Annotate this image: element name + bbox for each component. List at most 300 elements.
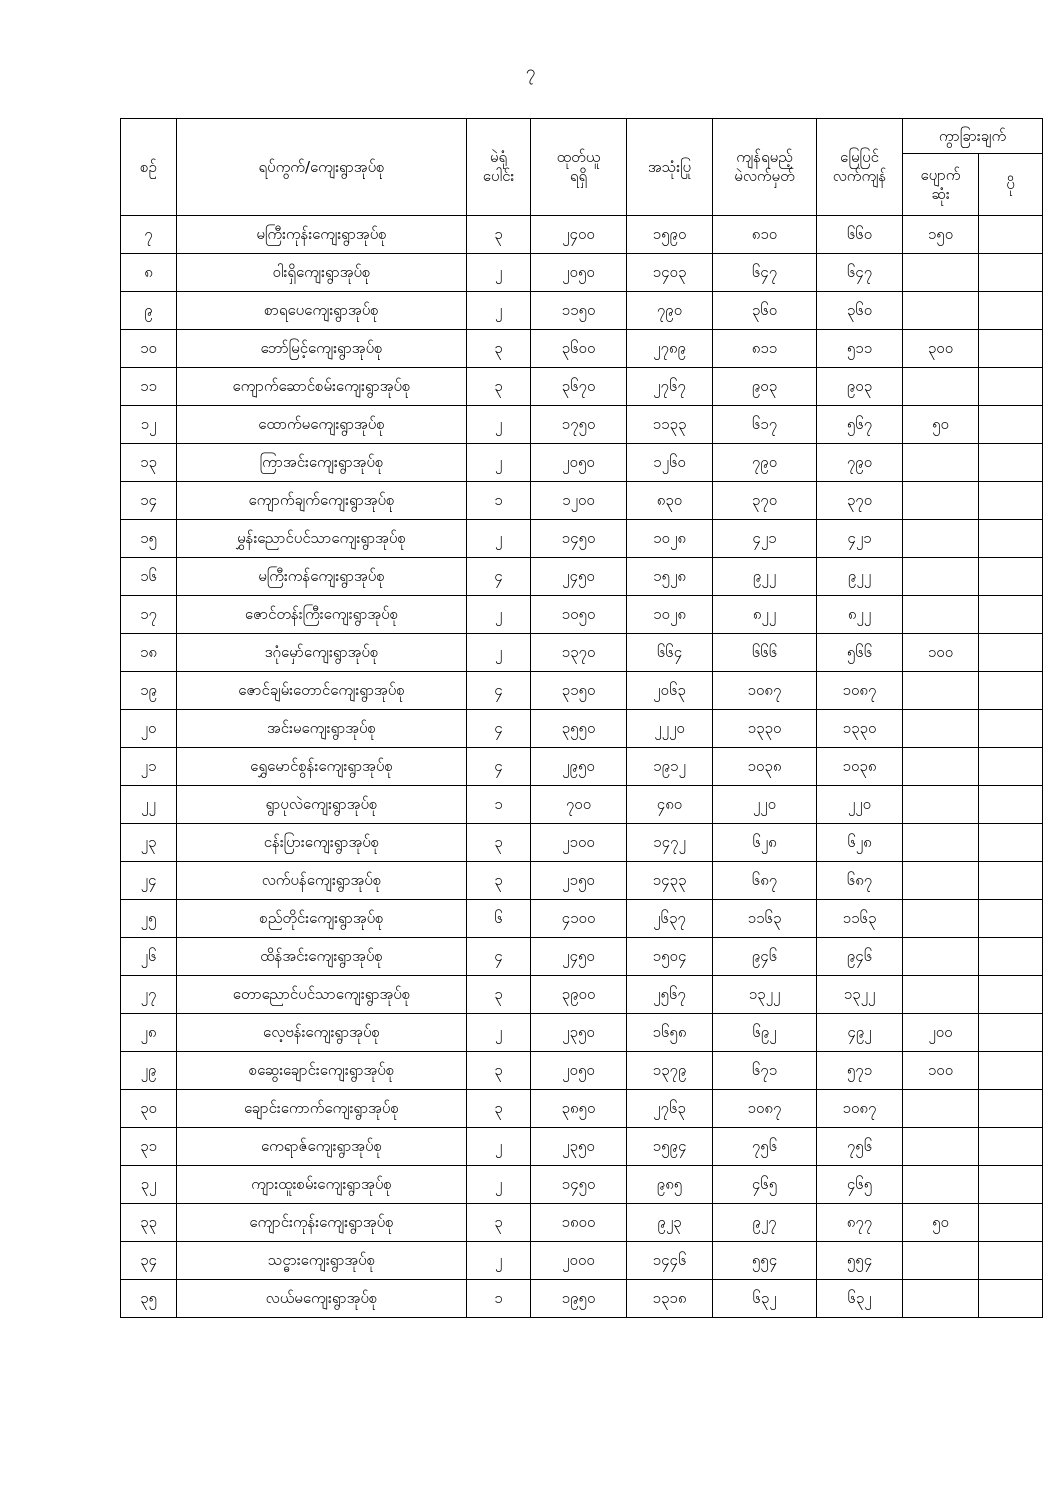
cell-valid: ၆၇၁ — [713, 1052, 817, 1090]
table-row — [121, 444, 1043, 482]
cell-village-name: ဝါးရှိကျေးရွာအုပ်စု — [177, 254, 467, 292]
table-row — [121, 1166, 1043, 1204]
cell-used: ၁၀၂၈ — [627, 520, 713, 558]
cell-no: ၁၉ — [121, 672, 177, 710]
header-remark-lost-line2: ဆုံး — [931, 184, 950, 203]
cell-issued: ၇၀၀ — [531, 786, 627, 824]
cell-remark-extra — [979, 520, 1043, 558]
cell-no: ၉ — [121, 292, 177, 330]
cell-remark-lost — [903, 1280, 979, 1318]
header-returned-line2: လက်ကျန် — [832, 167, 887, 185]
cell-returned: ၆၆၀ — [817, 216, 903, 254]
cell-used: ၁၅၂၈ — [627, 558, 713, 596]
cell-valid: ၇၅၆ — [713, 1128, 817, 1166]
cell-ward-total: ၂ — [467, 254, 531, 292]
cell-returned: ၄၉၂ — [817, 1014, 903, 1052]
table-row — [121, 672, 1043, 710]
table-row — [121, 216, 1043, 254]
cell-village-name: ချောင်းကောက်ကျေးရွာအုပ်စု — [177, 1090, 467, 1128]
cell-used: ၂၂၂၀ — [627, 710, 713, 748]
cell-no: ၁၁ — [121, 368, 177, 406]
cell-ward-total: ၁ — [467, 786, 531, 824]
cell-returned: ၈၂၂ — [817, 596, 903, 634]
cell-returned: ၅၆၇ — [817, 406, 903, 444]
cell-remark-extra — [979, 1052, 1043, 1090]
table-row — [121, 406, 1043, 444]
cell-issued: ၃၈၅၀ — [531, 1090, 627, 1128]
table-row — [121, 1242, 1043, 1280]
cell-used: ၁၅၉၀ — [627, 216, 713, 254]
cell-issued: ၂၄၅၀ — [531, 938, 627, 976]
cell-remark-extra — [979, 1014, 1043, 1052]
cell-issued: ၁၇၅၀ — [531, 406, 627, 444]
cell-returned: ၅၁၁ — [817, 330, 903, 368]
cell-remark-lost — [903, 1090, 979, 1128]
cell-no: ၁၀ — [121, 330, 177, 368]
cell-remark-extra — [979, 1204, 1043, 1242]
cell-returned: ၅၇၁ — [817, 1052, 903, 1090]
table-row — [121, 786, 1043, 824]
page-number: ၇ — [525, 62, 536, 82]
cell-no: ၃၅ — [121, 1280, 177, 1318]
cell-returned: ၆၈၇ — [817, 862, 903, 900]
cell-ward-total: ၂ — [467, 520, 531, 558]
table-row — [121, 368, 1043, 406]
cell-no: ၃၄ — [121, 1242, 177, 1280]
cell-village-name: ရွာပုလဲကျေးရွာအုပ်စု — [177, 786, 467, 824]
cell-issued: ၂၁၅၀ — [531, 862, 627, 900]
table-row — [121, 1052, 1043, 1090]
cell-valid: ၇၉၀ — [713, 444, 817, 482]
cell-no: ၂၁ — [121, 748, 177, 786]
table-container — [120, 118, 1015, 1318]
cell-valid: ၈၁၀ — [713, 216, 817, 254]
header-name: ရပ်ကွက်/ကျေးရွာအုပ်စု — [177, 119, 467, 216]
cell-remark-lost — [903, 368, 979, 406]
cell-remark-extra — [979, 748, 1043, 786]
cell-remark-extra — [979, 710, 1043, 748]
cell-remark-lost: ၃၀၀ — [903, 330, 979, 368]
table-row — [121, 1204, 1043, 1242]
cell-issued: ၂၀၅၀ — [531, 1052, 627, 1090]
cell-no: ၃၃ — [121, 1204, 177, 1242]
cell-remark-extra — [979, 482, 1043, 520]
cell-village-name: မကြီးကုန်းကျေးရွာအုပ်စု — [177, 216, 467, 254]
cell-no: ၂၅ — [121, 900, 177, 938]
cell-remark-extra — [979, 596, 1043, 634]
header-issued-line2: ရရှိ — [569, 167, 588, 185]
cell-valid: ၄၆၅ — [713, 1166, 817, 1204]
cell-remark-lost — [903, 482, 979, 520]
header-row-main — [121, 119, 1043, 154]
table-row — [121, 1014, 1043, 1052]
cell-used: ၁၅၀၄ — [627, 938, 713, 976]
cell-issued: ၁၃၇၀ — [531, 634, 627, 672]
cell-returned: ၄၂၁ — [817, 520, 903, 558]
table-row — [121, 596, 1043, 634]
cell-remark-extra — [979, 824, 1043, 862]
cell-village-name: လယ်မကျေးရွာအုပ်စု — [177, 1280, 467, 1318]
cell-remark-lost: ၁၀၀ — [903, 634, 979, 672]
cell-remark-lost — [903, 596, 979, 634]
cell-remark-extra — [979, 634, 1043, 672]
cell-no: ၂၈ — [121, 1014, 177, 1052]
table-row — [121, 748, 1043, 786]
cell-no: ၂၂ — [121, 786, 177, 824]
cell-valid: ၆၄၇ — [713, 254, 817, 292]
cell-ward-total: ၄ — [467, 558, 531, 596]
cell-valid: ၁၁၆၃ — [713, 900, 817, 938]
cell-used: ၆၆၄ — [627, 634, 713, 672]
cell-used: ၈၃၀ — [627, 482, 713, 520]
cell-remark-extra — [979, 1166, 1043, 1204]
cell-remark-lost — [903, 292, 979, 330]
cell-issued: ၁၁၅၀ — [531, 292, 627, 330]
cell-remark-lost — [903, 254, 979, 292]
cell-no: ၁၈ — [121, 634, 177, 672]
cell-issued: ၂၀၀၀ — [531, 1242, 627, 1280]
cell-valid: ၃၇၀ — [713, 482, 817, 520]
cell-used: ၁၄၃၃ — [627, 862, 713, 900]
cell-used: ၁၁၃၃ — [627, 406, 713, 444]
cell-valid: ၃၆၀ — [713, 292, 817, 330]
table-row — [121, 1090, 1043, 1128]
table-row — [121, 634, 1043, 672]
table-row — [121, 1128, 1043, 1166]
cell-remark-extra — [979, 1242, 1043, 1280]
cell-used: ၁၄၀၃ — [627, 254, 713, 292]
cell-remark-lost — [903, 824, 979, 862]
cell-valid: ၆၉၂ — [713, 1014, 817, 1052]
cell-ward-total: ၃ — [467, 1204, 531, 1242]
cell-remark-lost: ၅၀ — [903, 1204, 979, 1242]
cell-no: ၁၅ — [121, 520, 177, 558]
cell-used: ၂၆၃၇ — [627, 900, 713, 938]
cell-returned: ၉၀၃ — [817, 368, 903, 406]
cell-valid: ၉၂၇ — [713, 1204, 817, 1242]
cell-remark-extra — [979, 786, 1043, 824]
header-remark-extra: ပို — [979, 154, 1043, 216]
cell-used: ၂၅၆၇ — [627, 976, 713, 1014]
cell-returned: ၃၇၀ — [817, 482, 903, 520]
cell-ward-total: ၄ — [467, 938, 531, 976]
cell-returned: ၃၆၀ — [817, 292, 903, 330]
cell-returned: ၉၂၂ — [817, 558, 903, 596]
cell-village-name: အင်းမကျေးရွာအုပ်စု — [177, 710, 467, 748]
cell-used: ၉၈၅ — [627, 1166, 713, 1204]
cell-no: ၈ — [121, 254, 177, 292]
cell-remark-extra — [979, 444, 1043, 482]
cell-no: ၂၉ — [121, 1052, 177, 1090]
cell-ward-total: ၂ — [467, 292, 531, 330]
table-body — [121, 216, 1043, 1318]
cell-village-name: ကျောင်းကုန်းကျေးရွာအုပ်စု — [177, 1204, 467, 1242]
table-row — [121, 254, 1043, 292]
cell-used: ၁၄၇၂ — [627, 824, 713, 862]
cell-returned: ၁၀၈၇ — [817, 672, 903, 710]
cell-issued: ၃၁၅၀ — [531, 672, 627, 710]
cell-issued: ၂၃၅၀ — [531, 1128, 627, 1166]
table-row — [121, 900, 1043, 938]
table-header — [121, 119, 1043, 216]
cell-used: ၁၀၂၈ — [627, 596, 713, 634]
cell-used: ၄၈၀ — [627, 786, 713, 824]
cell-remark-extra — [979, 1128, 1043, 1166]
cell-used: ၇၉၀ — [627, 292, 713, 330]
cell-village-name: ထောက်မကျေးရွာအုပ်စု — [177, 406, 467, 444]
cell-valid: ၆၂၈ — [713, 824, 817, 862]
cell-valid: ၉၂၂ — [713, 558, 817, 596]
cell-village-name: ထိန်အင်းကျေးရွာအုပ်စု — [177, 938, 467, 976]
cell-valid: ၁၃၂၂ — [713, 976, 817, 1014]
table-row — [121, 824, 1043, 862]
cell-issued: ၁၉၅၀ — [531, 1280, 627, 1318]
cell-village-name: စဆွေးချောင်းကျေးရွာအုပ်စု — [177, 1052, 467, 1090]
cell-valid: ၂၂၀ — [713, 786, 817, 824]
header-valid — [713, 119, 817, 216]
cell-no: ၁၃ — [121, 444, 177, 482]
cell-remark-extra — [979, 862, 1043, 900]
cell-no: ၂၆ — [121, 938, 177, 976]
header-ward-total-line2: ပေါင်း — [482, 167, 515, 185]
cell-valid: ၉၀၃ — [713, 368, 817, 406]
cell-remark-lost — [903, 520, 979, 558]
cell-remark-extra — [979, 368, 1043, 406]
cell-remark-lost — [903, 900, 979, 938]
cell-issued: ၁၂၀၀ — [531, 482, 627, 520]
cell-ward-total: ၂ — [467, 1128, 531, 1166]
cell-village-name: ဇောင်ချမ်းတောင်ကျေးရွာအုပ်စု — [177, 672, 467, 710]
cell-used: ၁၂၆၀ — [627, 444, 713, 482]
cell-valid: ၈၁၁ — [713, 330, 817, 368]
cell-ward-total: ၆ — [467, 900, 531, 938]
cell-remark-lost — [903, 1128, 979, 1166]
cell-village-name: စာရပေကျေးရွာအုပ်စု — [177, 292, 467, 330]
cell-ward-total: ၂ — [467, 1014, 531, 1052]
cell-remark-extra — [979, 292, 1043, 330]
cell-village-name: ကျောက်ဆောင်စမ်းကျေးရွာအုပ်စု — [177, 368, 467, 406]
header-issued-line1: ထုတ်ယူ — [556, 148, 601, 167]
cell-remark-lost: ၅၀ — [903, 406, 979, 444]
cell-remark-extra — [979, 900, 1043, 938]
cell-issued: ၂၀၅၀ — [531, 444, 627, 482]
cell-remark-lost — [903, 786, 979, 824]
cell-remark-lost — [903, 672, 979, 710]
cell-returned: ၈၇၇ — [817, 1204, 903, 1242]
header-valid-line2: မဲလက်မှတ် — [734, 167, 795, 185]
cell-village-name: ဘော်မြင့်ကျေးရွာအုပ်စု — [177, 330, 467, 368]
cell-returned: ၁၀၈၇ — [817, 1090, 903, 1128]
cell-returned: ၄၆၅ — [817, 1166, 903, 1204]
cell-returned: ၁၃၃၀ — [817, 710, 903, 748]
cell-returned: ၁၁၆၃ — [817, 900, 903, 938]
table-row — [121, 292, 1043, 330]
cell-issued: ၁၄၅၀ — [531, 520, 627, 558]
cell-remark-lost — [903, 710, 979, 748]
cell-village-name: ဒဂုံမှော်ကျေးရွာအုပ်စု — [177, 634, 467, 672]
cell-returned: ၁၀၃၈ — [817, 748, 903, 786]
cell-ward-total: ၄ — [467, 710, 531, 748]
cell-valid: ၈၂၂ — [713, 596, 817, 634]
cell-valid: ၉၄၆ — [713, 938, 817, 976]
cell-returned: ၆၄၇ — [817, 254, 903, 292]
header-returned — [817, 119, 903, 216]
cell-valid: ၅၅၄ — [713, 1242, 817, 1280]
cell-valid: ၁၀၃၈ — [713, 748, 817, 786]
cell-no: ၂၇ — [121, 976, 177, 1014]
cell-village-name: ကေရာဇ်ကျေးရွာအုပ်စု — [177, 1128, 467, 1166]
cell-returned: ၆၂၈ — [817, 824, 903, 862]
cell-no: ၁၂ — [121, 406, 177, 444]
table-row — [121, 482, 1043, 520]
cell-remark-extra — [979, 938, 1043, 976]
header-no: စဉ် — [121, 119, 177, 216]
cell-remark-extra — [979, 406, 1043, 444]
cell-village-name: မွှန်းညောင်ပင်သာကျေးရွာအုပ်စု — [177, 520, 467, 558]
table-row — [121, 558, 1043, 596]
cell-used: ၁၆၅၈ — [627, 1014, 713, 1052]
cell-issued: ၁၀၅၀ — [531, 596, 627, 634]
cell-used: ၁၃၁၈ — [627, 1280, 713, 1318]
cell-ward-total: ၂ — [467, 1242, 531, 1280]
cell-returned: ၁၃၂၂ — [817, 976, 903, 1014]
cell-village-name: လက်ပန်ကျေးရွာအုပ်စု — [177, 862, 467, 900]
cell-issued: ၃၆၀၀ — [531, 330, 627, 368]
cell-remark-extra — [979, 558, 1043, 596]
cell-used: ၉၂၃ — [627, 1204, 713, 1242]
cell-remark-lost — [903, 938, 979, 976]
cell-valid: ၁၃၃၀ — [713, 710, 817, 748]
cell-ward-total: ၃ — [467, 330, 531, 368]
cell-valid: ၆၆၆ — [713, 634, 817, 672]
cell-issued: ၃၉၀၀ — [531, 976, 627, 1014]
cell-issued: ၂၀၅၀ — [531, 254, 627, 292]
cell-used: ၂၇၈၉ — [627, 330, 713, 368]
cell-returned: ၂၂၀ — [817, 786, 903, 824]
cell-returned: ၇၅၆ — [817, 1128, 903, 1166]
table-row — [121, 330, 1043, 368]
cell-no: ၂၀ — [121, 710, 177, 748]
header-used: အသုံးပြု — [627, 119, 713, 216]
cell-remark-lost — [903, 1242, 979, 1280]
cell-ward-total: ၃ — [467, 976, 531, 1014]
cell-remark-lost — [903, 1166, 979, 1204]
cell-issued: ၂၄၅၀ — [531, 558, 627, 596]
cell-remark-extra — [979, 254, 1043, 292]
cell-remark-extra — [979, 330, 1043, 368]
cell-ward-total: ၁ — [467, 1280, 531, 1318]
cell-issued: ၂၃၅၀ — [531, 1014, 627, 1052]
table-row — [121, 938, 1043, 976]
cell-issued: ၁၄၅၀ — [531, 1166, 627, 1204]
header-remark: ကွာခြားချက် — [903, 119, 1043, 154]
cell-valid: ၆၃၂ — [713, 1280, 817, 1318]
cell-used: ၂၇၆၇ — [627, 368, 713, 406]
cell-issued: ၁၈၀၀ — [531, 1204, 627, 1242]
cell-valid: ၁၀၈၇ — [713, 672, 817, 710]
cell-valid: ၆၁၇ — [713, 406, 817, 444]
cell-no: ၁၇ — [121, 596, 177, 634]
header-issued — [531, 119, 627, 216]
cell-remark-extra — [979, 1090, 1043, 1128]
cell-issued: ၄၁၀၀ — [531, 900, 627, 938]
cell-used: ၁၅၉၄ — [627, 1128, 713, 1166]
cell-ward-total: ၃ — [467, 1090, 531, 1128]
cell-issued: ၃၆၇၀ — [531, 368, 627, 406]
header-remark-lost — [903, 154, 979, 216]
cell-no: ၂၃ — [121, 824, 177, 862]
cell-valid: ၁၀၈၇ — [713, 1090, 817, 1128]
cell-remark-extra — [979, 976, 1043, 1014]
table-row — [121, 862, 1043, 900]
cell-no: ၃၁ — [121, 1128, 177, 1166]
cell-ward-total: ၂ — [467, 444, 531, 482]
cell-issued: ၂၉၅၀ — [531, 748, 627, 786]
cell-issued: ၃၅၅၀ — [531, 710, 627, 748]
cell-no: ၃၀ — [121, 1090, 177, 1128]
cell-ward-total: ၂ — [467, 406, 531, 444]
cell-village-name: ဇောင်တန်းကြီးကျေးရွာအုပ်စု — [177, 596, 467, 634]
cell-used: ၁၃၇၉ — [627, 1052, 713, 1090]
cell-remark-lost: ၁၅၀ — [903, 216, 979, 254]
cell-ward-total: ၄ — [467, 748, 531, 786]
cell-remark-lost: ၁၀၀ — [903, 1052, 979, 1090]
cell-returned: ၆၃၂ — [817, 1280, 903, 1318]
cell-issued: ၂၁၀၀ — [531, 824, 627, 862]
cell-ward-total: ၃ — [467, 862, 531, 900]
header-remark-lost-line1: ပျောက် — [920, 165, 961, 184]
table-row — [121, 976, 1043, 1014]
cell-village-name: မကြီးကန်ကျေးရွာအုပ်စု — [177, 558, 467, 596]
header-valid-line1: ကျန်ရမည့် — [736, 148, 793, 167]
cell-returned: ၇၉၀ — [817, 444, 903, 482]
cell-valid: ၄၂၁ — [713, 520, 817, 558]
cell-remark-lost — [903, 748, 979, 786]
cell-ward-total: ၃ — [467, 1052, 531, 1090]
cell-returned: ၅၆၆ — [817, 634, 903, 672]
cell-ward-total: ၄ — [467, 672, 531, 710]
header-returned-line1: မြေပြင် — [840, 148, 879, 167]
cell-used: ၂၇၆၃ — [627, 1090, 713, 1128]
cell-no: ၃၂ — [121, 1166, 177, 1204]
header-ward-total-line1: မဲရုံ — [489, 148, 508, 167]
cell-village-name: လေ့ဗန်းကျေးရွာအုပ်စု — [177, 1014, 467, 1052]
cell-issued: ၂၄၀၀ — [531, 216, 627, 254]
cell-village-name: စည်တိုင်းကျေးရွာအုပ်စု — [177, 900, 467, 938]
cell-remark-extra — [979, 216, 1043, 254]
cell-village-name: ကြာအင်းကျေးရွာအုပ်စု — [177, 444, 467, 482]
cell-no: ၂၄ — [121, 862, 177, 900]
cell-remark-extra — [979, 672, 1043, 710]
cell-no: ၇ — [121, 216, 177, 254]
cell-no: ၁၄ — [121, 482, 177, 520]
cell-village-name: ကျားထူးစမ်းကျေးရွာအုပ်စု — [177, 1166, 467, 1204]
cell-village-name: ရွှေမောင်စွန်းကျေးရွာအုပ်စု — [177, 748, 467, 786]
cell-used: ၁၄၄၆ — [627, 1242, 713, 1280]
cell-ward-total: ၃ — [467, 824, 531, 862]
cell-remark-lost — [903, 558, 979, 596]
cell-returned: ၅၅၄ — [817, 1242, 903, 1280]
cell-village-name: ကျောက်ချက်ကျေးရွာအုပ်စု — [177, 482, 467, 520]
cell-ward-total: ၃ — [467, 216, 531, 254]
cell-remark-lost: ၂၀၀ — [903, 1014, 979, 1052]
table-row — [121, 1280, 1043, 1318]
cell-returned: ၉၄၆ — [817, 938, 903, 976]
cell-ward-total: ၂ — [467, 634, 531, 672]
cell-remark-lost — [903, 444, 979, 482]
cell-ward-total: ၃ — [467, 368, 531, 406]
table-row — [121, 710, 1043, 748]
